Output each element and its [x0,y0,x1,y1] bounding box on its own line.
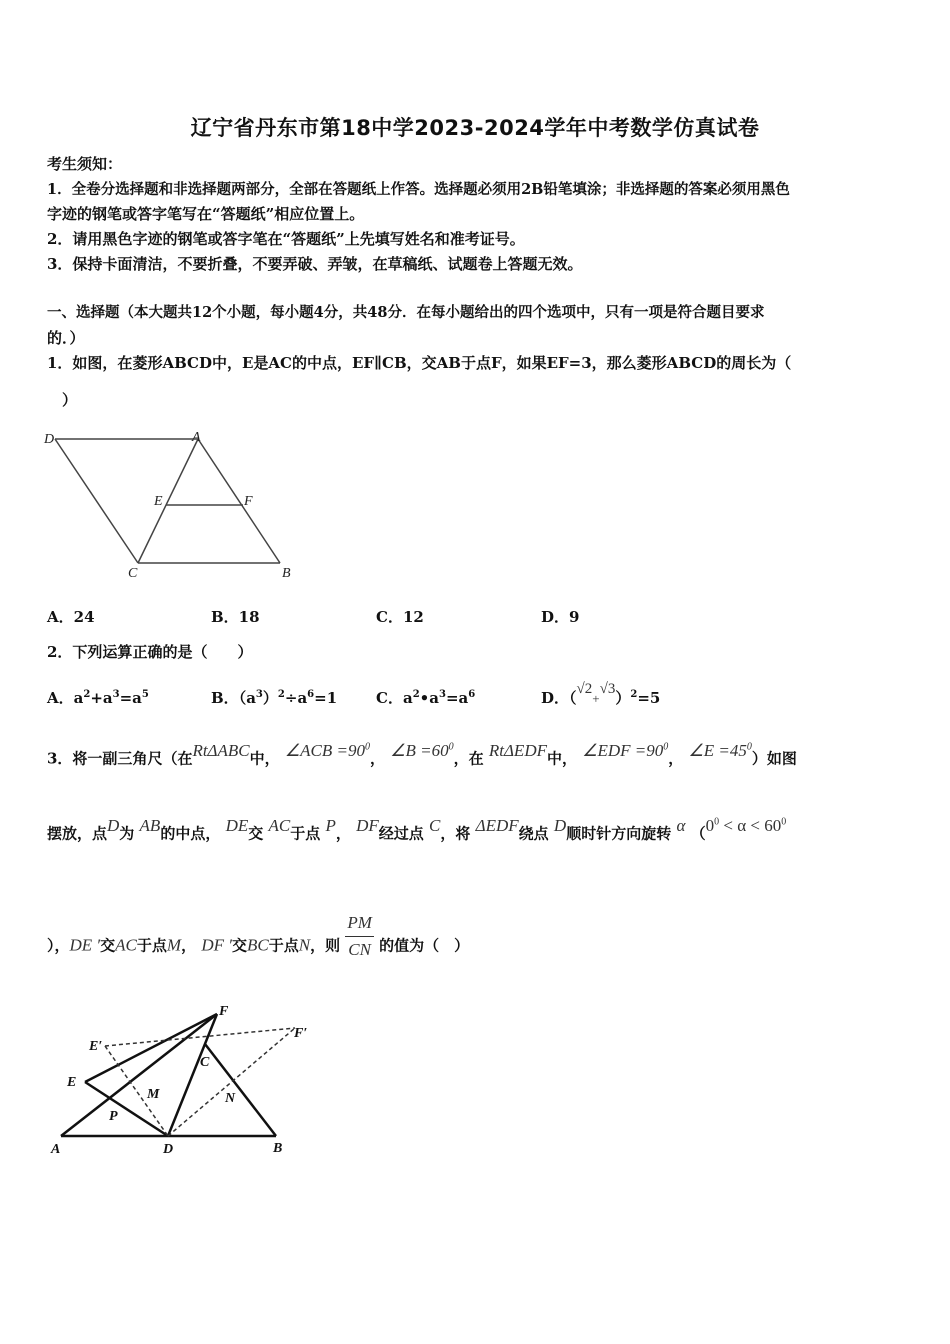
notice-item-2: 2．请用黑色字迹的钢笔或答字笔在“答题纸”上先填写姓名和准考证号。 [47,230,525,248]
page-title: 辽宁省丹东市第18中学2023-2024学年中考数学仿真试卷 [190,116,760,140]
label-f: F [219,1004,229,1019]
label-m: M [147,1087,160,1102]
q2-option-c[interactable]: C．$a^2•a^3=a^6$ [376,689,476,707]
rhombus-figure [40,425,310,585]
notice-heading: 考生须知： [47,155,123,173]
q2-option-b[interactable]: B．$(a^3)^2\div a^6=1$ [211,689,338,707]
label-e: E [154,494,163,509]
q1-option-c[interactable]: C．12 [376,608,424,626]
segment-cb [205,1044,276,1136]
label-c: C [200,1055,210,1070]
label-p: P [109,1109,118,1124]
label-d: D [44,432,55,447]
question-2-stem: 2．下列运算正确的是（ ） [47,643,253,661]
label-e-prime: E′ [89,1039,103,1054]
label-n: N [225,1091,236,1106]
question-3-line-2: 摆放，点D为 AB的中点， DE交 AC于点 P， DF经过点 C，将 ΔEDF绕点 D顺时针方向旋转 α （$0^0 < \alpha < 60^0$ [47,815,787,843]
label-f-prime: F′ [294,1026,308,1041]
segment-ef [85,1014,217,1082]
section-heading: 一、选择题（本大题共12个小题，每小题4分，共48分．在每小题给出的四个选项中，只有一项是符合题目要求 [47,304,765,321]
q1-option-b[interactable]: B．18 [211,608,260,626]
q1-option-a[interactable]: A．24 [47,608,95,626]
label-b: B [273,1141,283,1156]
label-e: E [67,1075,77,1090]
notice-item-3: 3．保持卡面清洁，不要折叠，不要弄破、弄皱，在草稿纸、试题卷上答题无效。 [47,255,583,273]
fraction-pm-cn: $\frac{PM}{CN}$ [345,910,374,963]
section-heading-cont: 的．） [47,329,85,347]
q2-option-a[interactable]: A．$a^2+a^3=a^5$ [47,689,149,707]
q2-option-d[interactable]: D．$(√2+√3)^2=5$ [541,681,661,707]
edge-dc [55,439,138,563]
segment-df1 [168,1028,295,1136]
question-1-stem: 1．如图，在菱形ABCD中，E是AC的中点，EF∥CB，交AB于点F，如果EF=3，那么菱形ABCD的周长为（ [47,354,792,372]
label-a: A [51,1142,61,1157]
notice-item-1: 1．全卷分选择题和非选择题两部分，全部在答题纸上作答。选择题必须用2B铅笔填涂；非选择题的答案必须用黑色 [47,181,790,198]
diagonal-ac [138,439,198,563]
label-f: F [244,494,253,509]
q1-option-d[interactable]: D．9 [541,608,580,626]
question-1-stem-end: ） [62,391,78,409]
question-3-line-3: ），DE ′交AC于点M， DF ′交BC于点N，则 $\frac{PM}{CN}$ 的值为（ ） [47,920,469,973]
edge-ab [198,439,280,563]
label-b: B [282,566,291,581]
segment-e1f1 [105,1028,295,1046]
notice-item-1-cont: 字迹的钢笔或答字笔写在“答题纸”相应位置上。 [47,205,365,223]
label-d: D [163,1142,174,1157]
label-c: C [128,566,138,581]
label-a: A [192,430,201,445]
question-3-line-1: 3．将一副三角尺（在RtΔABC中， ∠ACB $=90^0$， ∠B $=60^0$，在 RtΔEDF中， ∠EDF $=90^0$， ∠E $=45^0$）如图 [47,740,797,768]
triangles-figure [45,1000,320,1165]
